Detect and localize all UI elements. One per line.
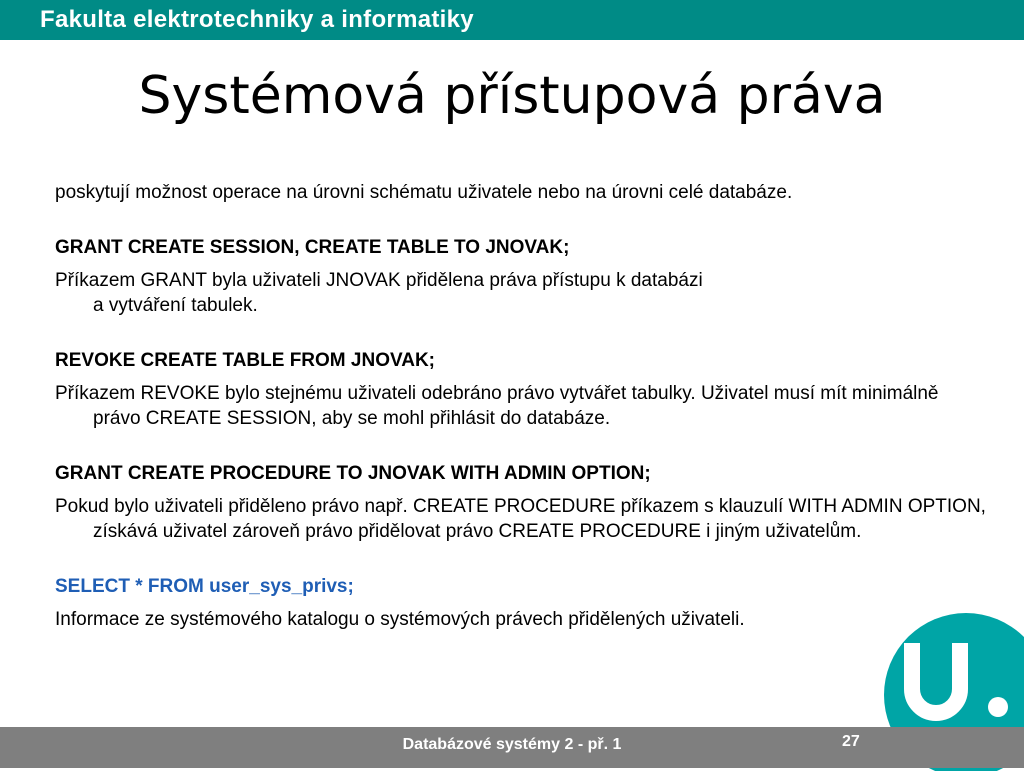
faculty-name: Fakulta elektrotechniky a informatiky [40,6,474,33]
command-grant-session: GRANT CREATE SESSION, CREATE TABLE TO JNOVAK; [55,237,570,258]
description-select-privs: Informace ze systémového katalogu o systémových právech přidělených uživateli. [55,609,745,630]
slide-content [55,180,990,632]
description-revoke-table: Příkazem REVOKE bylo stejnému uživateli odebráno právo vytvářet tabulky. Uživatel musí mít minimálně právo CREATE SESSION, aby se mohl přihlásit do databáze. [55,383,939,429]
course-name: Databázové systémy 2 - př. 1 [402,736,622,753]
command-grant-procedure: GRANT CREATE PROCEDURE TO JNOVAK WITH ADMIN OPTION; [55,463,651,484]
slide-title: Systémová přístupová práva [138,66,886,126]
command-revoke-table: REVOKE CREATE TABLE FROM JNOVAK; [55,350,436,371]
footer-bar [0,727,1024,768]
header-bar [0,0,1024,40]
page-number: 27 [842,733,860,750]
description-grant-procedure: Pokud bylo uživateli přiděleno právo např. CREATE PROCEDURE příkazem s klauzulí WITH ADMIN OPTION, získává uživatel zároveň právo přidělovat právo CREATE PROCEDURE i jiným uživatelům. [55,496,986,542]
intro-text: poskytují možnost operace na úrovni schématu uživatele nebo na úrovni celé databáze. [55,182,793,203]
description-grant-session: Příkazem GRANT byla uživateli JNOVAK přidělena práva přístupu k databázi a vytváření tabulek. [55,270,703,316]
command-select-privs: SELECT * FROM user_sys_privs; [55,576,354,597]
